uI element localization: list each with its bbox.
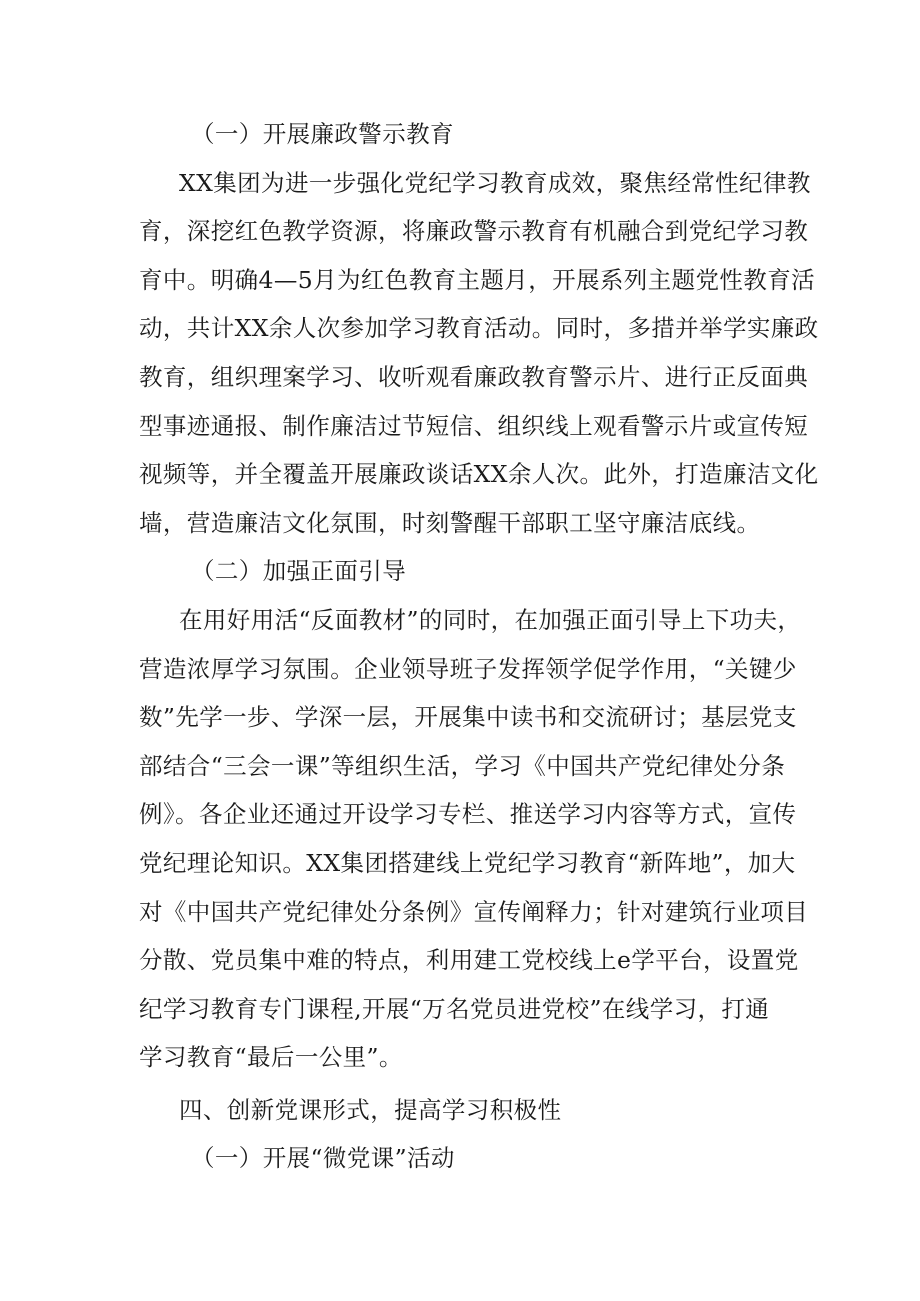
- paragraph-line: 纪学习教育专门课程,开展“万名党员进党校”在线学习，打通: [139, 994, 770, 1023]
- paragraph-line: 型事迹通报、制作廉洁过节短信、组织线上观看警示片或宣传短: [139, 411, 809, 440]
- paragraph-line: 育中。明确4—5月为红色教育主题月，开展系列主题党性教育活: [139, 265, 816, 294]
- paragraph-line: 教育，组织理案学习、收听观看廉政教育警示片、进行正反面典: [139, 362, 809, 391]
- paragraph-line: 分散、党员集中难的特点，利用建工党校线上e学平台，设置党: [139, 946, 799, 975]
- paragraph-line: 党纪理论知识。XX集团搭建线上党纪学习教育“新阵地”，加大: [139, 848, 796, 877]
- paragraph-line: 育，深挖红色教学资源，将廉政警示教育有机融合到党纪学习教: [139, 217, 809, 246]
- paragraph-line: 对《中国共产党纪律处分条例》宣传阐释力；针对建筑行业项目: [139, 897, 809, 926]
- paragraph-line: 学习教育“最后一公里”。: [139, 1043, 403, 1072]
- paragraph-line: 营造浓厚学习氛围。企业领导班子发挥领学促学作用，“关键少: [139, 654, 797, 683]
- section-heading: （二）加强正面引导: [191, 557, 407, 586]
- paragraph-line: 动，共计XX余人次参加学习教育活动。同时，多措并举学实廉政: [139, 314, 819, 343]
- paragraph-line: 数”先学一步、学深一层，开展集中读书和交流研讨；基层党支: [139, 703, 797, 732]
- paragraph-line: 例》。各企业还通过开设学习专栏、推送学习内容等方式，宣传: [139, 800, 797, 829]
- paragraph-line: 墙，营造廉洁文化氛围，时刻警醒干部职工坚守廉洁底线。: [139, 508, 761, 537]
- paragraph-line: XX集团为进一步强化党纪学习教育成效，聚焦经常性纪律教: [179, 168, 811, 197]
- document-body: [139, 110, 819, 1183]
- section-heading: （一）开展“微党课”活动: [191, 1144, 455, 1173]
- paragraph-line: 在用好用活“反面教材”的同时，在加强正面引导上下功夫，: [179, 605, 802, 634]
- paragraph-line: 部结合“三会一课”等组织生活，学习《中国共产党纪律处分条: [139, 751, 786, 780]
- paragraph-line: 视频等，并全覆盖开展廉政谈话XX余人次。此外，打造廉洁文化: [139, 460, 819, 489]
- chapter-heading: 四、创新党课形式，提高学习积极性: [179, 1095, 562, 1124]
- section-heading: （一）开展廉政警示教育: [191, 120, 454, 148]
